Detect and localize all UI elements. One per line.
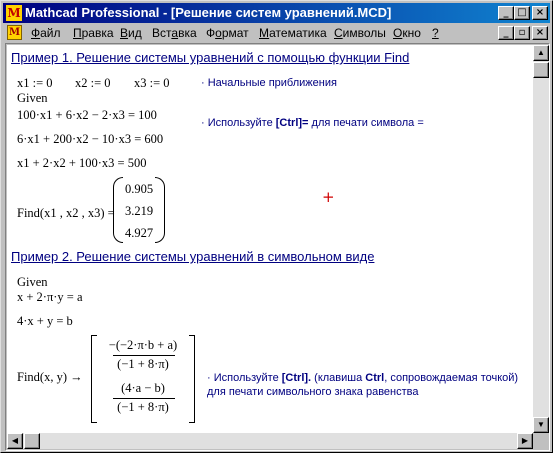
init-x3[interactable]: x3 := 0 <box>134 76 170 90</box>
sym-equation-2[interactable]: 4·x + y = b <box>17 314 73 328</box>
menu-format[interactable]: Формат <box>206 26 249 40</box>
fraction-bar-x <box>113 355 175 356</box>
result-y-numerator: (4·a − b) <box>121 381 165 395</box>
doc-minimize-button[interactable]: _ <box>498 26 514 40</box>
doc-restore-button[interactable]: ▫ <box>514 26 530 40</box>
equation-3[interactable]: x1 + 2·x2 + 100·x3 = 500 <box>17 156 147 170</box>
title-bar[interactable] <box>3 3 550 23</box>
menu-window[interactable]: Окно <box>393 26 421 40</box>
given-keyword-1[interactable]: Given <box>17 91 48 105</box>
worksheet[interactable] <box>7 45 533 433</box>
result-x2: 3.219 <box>124 204 154 218</box>
symbolic-result-vector[interactable] <box>91 335 195 423</box>
result-x-numerator: −(−2·π·b + a) <box>108 338 178 352</box>
fraction-bar-y <box>113 398 175 399</box>
scrollbar-corner <box>533 433 549 449</box>
result-vector-1[interactable] <box>113 177 165 243</box>
init-x2[interactable]: x2 := 0 <box>75 76 111 90</box>
example1-title: Пример 1. Решение системы уравнений с помощью функции Find <box>11 50 410 65</box>
window-title: Mathcad Professional - [Решение систем уравнений.MCD] <box>25 5 392 20</box>
minimize-button[interactable]: _ <box>498 6 514 20</box>
find-call-2[interactable]: Find(x, y) → <box>17 370 83 384</box>
result-y-denominator: (−1 + 8·π) <box>117 400 169 414</box>
result-x1: 0.905 <box>124 182 154 196</box>
example2-title: Пример 2. Решение системы уравнений в символьном виде <box>11 249 375 264</box>
menu-math[interactable]: Математика <box>259 26 327 40</box>
menu-file[interactable]: Файл <box>31 26 61 40</box>
equation-2[interactable]: 6·x1 + 200·x2 − 10·x3 = 600 <box>17 132 164 146</box>
horizontal-scrollbar[interactable] <box>7 433 533 449</box>
document-icon[interactable]: M <box>8 27 21 38</box>
note-ctrl-dot-line2[interactable]: для печати символьного знака равенства <box>207 386 419 398</box>
scroll-left-arrow-icon[interactable]: ◀ <box>7 433 23 449</box>
menu-view[interactable]: Вид <box>120 26 142 40</box>
horizontal-scroll-thumb[interactable] <box>24 433 40 449</box>
mathcad-app-icon[interactable]: M <box>7 6 21 20</box>
left-bracket <box>91 335 97 423</box>
scroll-right-arrow-icon[interactable]: ▶ <box>517 433 533 449</box>
result-x3: 4.927 <box>124 226 154 240</box>
doc-close-button[interactable]: × <box>532 26 548 40</box>
note-initial-guesses[interactable]: · Начальные приближения <box>201 77 337 89</box>
note-ctrl-dot-line1[interactable]: · Используйте [Ctrl]. (клавиша Ctrl, сопровождаемая точкой) <box>207 372 519 384</box>
sym-equation-1[interactable]: x + 2·π·y = a <box>17 290 83 304</box>
scroll-down-arrow-icon[interactable]: ▼ <box>533 417 549 433</box>
close-button[interactable]: × <box>532 6 548 20</box>
result-x-denominator: (−1 + 8·π) <box>117 357 169 371</box>
insertion-cursor: + <box>322 188 335 206</box>
document-frame <box>5 43 550 451</box>
vertical-scroll-thumb[interactable] <box>533 62 549 78</box>
scroll-up-arrow-icon[interactable]: ▲ <box>533 45 549 61</box>
left-paren <box>113 177 123 243</box>
right-paren <box>155 177 165 243</box>
menu-help[interactable]: ? <box>432 26 439 40</box>
menu-insert[interactable]: Вставка <box>152 26 197 40</box>
right-bracket <box>189 335 195 423</box>
menu-edit[interactable]: Правка <box>73 26 114 40</box>
vertical-scrollbar[interactable] <box>533 45 549 433</box>
equation-1[interactable]: 100·x1 + 6·x2 − 2·x3 = 100 <box>17 108 157 122</box>
init-x1[interactable]: x1 := 0 <box>17 76 53 90</box>
note-ctrl-equals[interactable]: · Используйте [Ctrl]= для печати символа = <box>201 117 424 129</box>
find-call-1[interactable]: Find(x1 , x2 , x3) = <box>17 206 115 220</box>
menu-symbolics[interactable]: Символы <box>334 26 386 40</box>
menu-bar <box>3 23 550 43</box>
maximize-button[interactable]: □ <box>514 6 530 20</box>
given-keyword-2[interactable]: Given <box>17 275 48 289</box>
